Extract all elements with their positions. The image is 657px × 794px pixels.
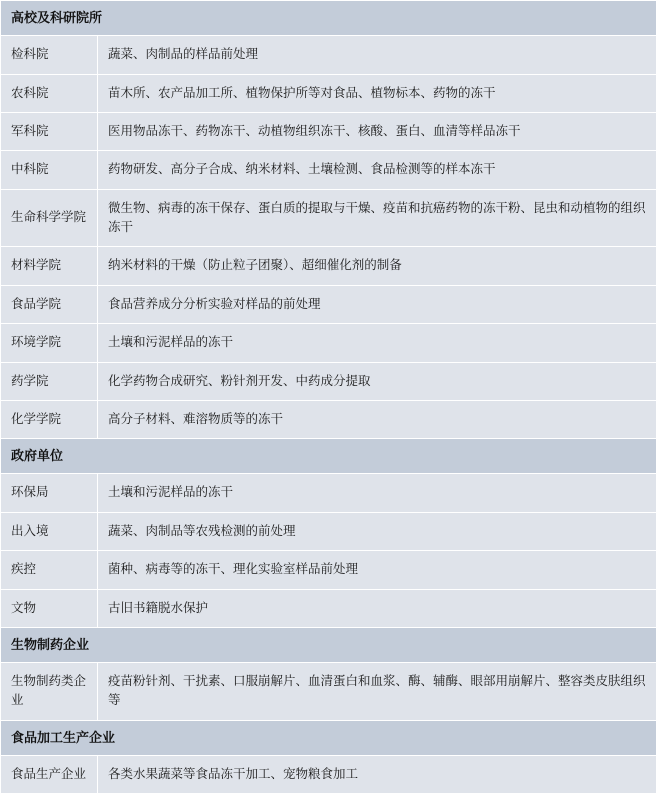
row-description: 纳米材料的干燥（防止粒子团聚）、超细催化剂的制备 bbox=[98, 247, 657, 285]
section-title: 高校及科研院所 bbox=[1, 1, 657, 36]
table-row bbox=[1, 589, 657, 627]
section-title: 生物制药企业 bbox=[1, 627, 657, 662]
row-description: 药物研发、高分子合成、纳米材料、土壤检测、食品检测等的样本冻干 bbox=[98, 151, 657, 189]
row-description: 食品营养成分分析实验对样品的前处理 bbox=[98, 285, 657, 323]
section-title: 政府单位 bbox=[1, 439, 657, 474]
table-row bbox=[1, 324, 657, 362]
table-section-header bbox=[1, 627, 657, 662]
row-category: 化学学院 bbox=[1, 400, 98, 438]
table-row bbox=[1, 362, 657, 400]
table-row bbox=[1, 151, 657, 189]
row-category: 环保局 bbox=[1, 474, 98, 512]
row-category: 军科院 bbox=[1, 112, 98, 150]
table-section-header bbox=[1, 1, 657, 36]
row-category: 生命科学学院 bbox=[1, 189, 98, 247]
row-category: 生物制药类企业 bbox=[1, 663, 98, 721]
row-description: 土壤和污泥样品的冻干 bbox=[98, 324, 657, 362]
table-section-header bbox=[1, 439, 657, 474]
table-row bbox=[1, 247, 657, 285]
table-body bbox=[1, 1, 657, 794]
table-row bbox=[1, 74, 657, 112]
table-row bbox=[1, 474, 657, 512]
table-row bbox=[1, 189, 657, 247]
row-description: 苗木所、农产品加工所、植物保护所等对食品、植物标本、药物的冻干 bbox=[98, 74, 657, 112]
row-category: 药学院 bbox=[1, 362, 98, 400]
row-description: 微生物、病毒的冻干保存、蛋白质的提取与干燥、疫苗和抗癌药物的冻干粉、昆虫和动植物的组织冻干 bbox=[98, 189, 657, 247]
row-description: 高分子材料、难溶物质等的冻干 bbox=[98, 400, 657, 438]
section-title: 食品加工生产企业 bbox=[1, 720, 657, 755]
row-description: 化学药物合成研究、粉针剂开发、中药成分提取 bbox=[98, 362, 657, 400]
row-category: 食品生产企业 bbox=[1, 755, 98, 793]
table-section-header bbox=[1, 720, 657, 755]
table-row bbox=[1, 112, 657, 150]
row-description: 各类水果蔬菜等食品冻干加工、宠物粮食加工 bbox=[98, 755, 657, 793]
row-category: 环境学院 bbox=[1, 324, 98, 362]
table-row bbox=[1, 512, 657, 550]
row-category: 出入境 bbox=[1, 512, 98, 550]
row-category: 食品学院 bbox=[1, 285, 98, 323]
table-row bbox=[1, 285, 657, 323]
table-row bbox=[1, 551, 657, 589]
row-category: 文物 bbox=[1, 589, 98, 627]
table-row bbox=[1, 400, 657, 438]
table-row bbox=[1, 663, 657, 721]
row-category: 材料学院 bbox=[1, 247, 98, 285]
row-description: 菌种、病毒等的冻干、理化实验室样品前处理 bbox=[98, 551, 657, 589]
row-description: 蔬菜、肉制品的样品前处理 bbox=[98, 36, 657, 74]
row-category: 中科院 bbox=[1, 151, 98, 189]
table-row bbox=[1, 755, 657, 793]
row-category: 疾控 bbox=[1, 551, 98, 589]
row-description: 蔬菜、肉制品等农残检测的前处理 bbox=[98, 512, 657, 550]
row-description: 疫苗粉针剂、干扰素、口服崩解片、血清蛋白和血浆、酶、辅酶、眼部用崩解片、整容类皮肤组织等 bbox=[98, 663, 657, 721]
row-description: 医用物品冻干、药物冻干、动植物组织冻干、核酸、蛋白、血清等样品冻干 bbox=[98, 112, 657, 150]
row-description: 古旧书籍脱水保护 bbox=[98, 589, 657, 627]
row-description: 土壤和污泥样品的冻干 bbox=[98, 474, 657, 512]
row-category: 农科院 bbox=[1, 74, 98, 112]
row-category: 检科院 bbox=[1, 36, 98, 74]
table-row bbox=[1, 36, 657, 74]
